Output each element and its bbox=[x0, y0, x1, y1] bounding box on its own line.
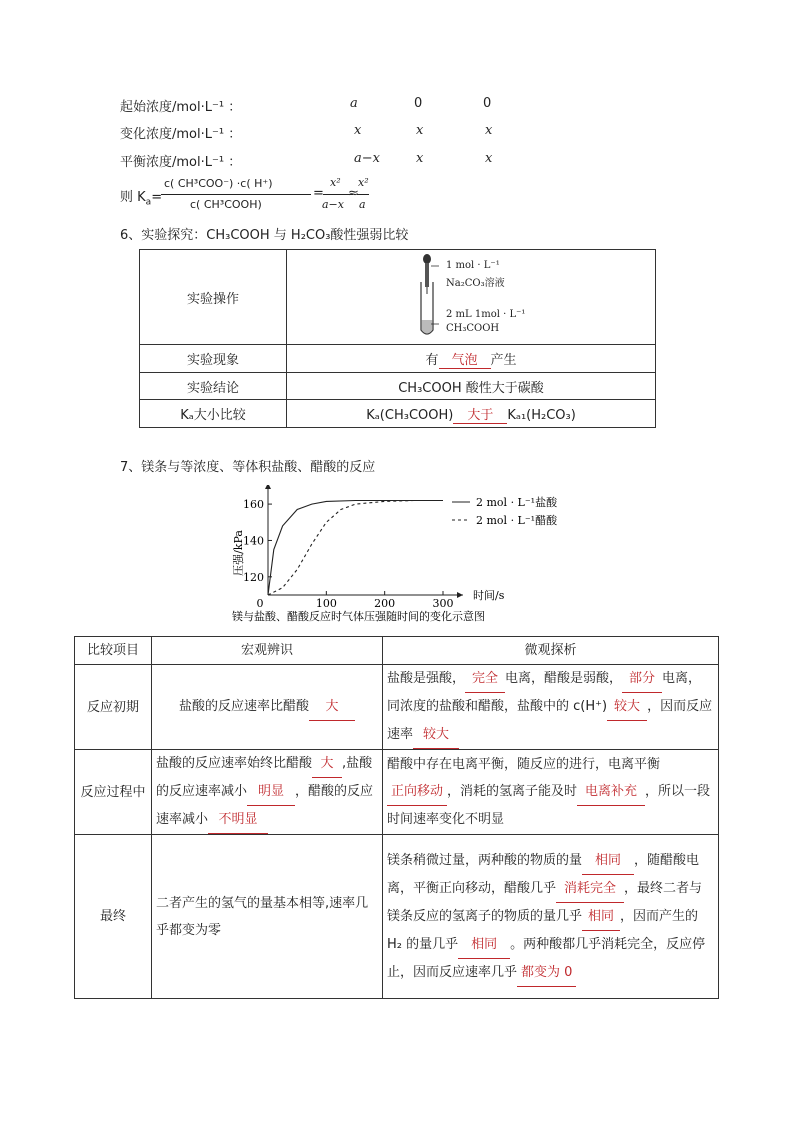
answer-blank: 都变为 0 bbox=[517, 959, 576, 987]
answer-blank: 相同 bbox=[582, 903, 620, 931]
y-tick-label: 120 bbox=[243, 570, 264, 584]
table-row bbox=[140, 373, 656, 400]
item-cell: 最终 bbox=[75, 835, 152, 999]
row-label: 实验操作 bbox=[140, 250, 287, 345]
text: Kₐ₁(H₂CO₃) bbox=[507, 407, 576, 423]
ice-value: x bbox=[485, 151, 493, 166]
formula-approx: ≈ bbox=[348, 186, 359, 201]
table-row bbox=[75, 835, 719, 999]
y-axis-label: 压强/kPa bbox=[232, 530, 245, 576]
text: 产生 bbox=[490, 352, 517, 368]
y-tick-label: 140 bbox=[243, 534, 264, 548]
x-tick-label: 200 bbox=[374, 597, 396, 610]
apparatus-label: 2 mL 1mol · L⁻¹ bbox=[446, 309, 526, 320]
chart-svg bbox=[230, 485, 570, 625]
table-header-row bbox=[75, 637, 719, 665]
text: 。两种酸都几乎消耗完全，反应停止，因而反应速率几乎 bbox=[387, 936, 706, 980]
answer-blank: 部分 bbox=[622, 665, 662, 693]
y-axis-arrow bbox=[265, 485, 271, 489]
text: ，最终二者与镁条反应的氢离子的物质的量几乎 bbox=[387, 880, 703, 924]
micro-cell bbox=[383, 835, 719, 999]
answer-blank: 正向移动 bbox=[387, 778, 447, 806]
answer-blank: 大于 bbox=[453, 404, 507, 424]
answer-blank: 明显 bbox=[247, 778, 295, 806]
row-label: Kₐ大小比较 bbox=[140, 400, 287, 428]
text: 镁条稍微过量，两种酸的物质的量 bbox=[387, 852, 583, 868]
series-line bbox=[268, 501, 443, 596]
ice-value: 0 bbox=[414, 96, 423, 111]
formula-eq: = bbox=[151, 190, 163, 205]
row-value bbox=[287, 400, 656, 428]
row-label: 实验现象 bbox=[140, 345, 287, 373]
ice-row-label: 平衡浓度/mol·L⁻¹ ： bbox=[120, 155, 242, 170]
text: ，消耗的氢离子能及时 bbox=[447, 784, 578, 799]
ice-row-label: 变化浓度/mol·L⁻¹ ： bbox=[120, 127, 242, 142]
row-label: 实验结论 bbox=[140, 373, 287, 400]
apparatus-cell bbox=[287, 250, 656, 345]
fraction-bar bbox=[357, 194, 369, 195]
x-tick-label: 0 bbox=[256, 597, 264, 610]
text: ，醋酸的反应速率减小 bbox=[156, 784, 374, 827]
text: 盐酸的反应速率比醋酸 bbox=[178, 699, 309, 714]
fraction-bar bbox=[161, 194, 311, 195]
item-cell: 反应初期 bbox=[75, 665, 152, 750]
ice-value: x bbox=[416, 151, 424, 166]
row-value bbox=[287, 345, 656, 373]
macro-cell bbox=[152, 665, 383, 750]
x-tick-label: 300 bbox=[432, 597, 454, 610]
text: Kₐ(CH₃COOH) bbox=[366, 407, 454, 423]
answer-blank: 大 bbox=[312, 750, 342, 778]
series-line bbox=[268, 501, 443, 596]
text: 电离，醋酸是弱酸， bbox=[505, 671, 623, 686]
x-tick-label: 100 bbox=[315, 597, 337, 610]
ice-value: x bbox=[485, 123, 493, 138]
table-row bbox=[140, 400, 656, 428]
apparatus-label: Na₂CO₃溶液 bbox=[446, 278, 505, 289]
ice-value: a−x bbox=[354, 151, 380, 166]
text: 有 bbox=[425, 352, 439, 368]
section6-heading: 6、实验探究：CH₃COOH 与 H₂CO₃酸性强弱比较 bbox=[120, 228, 409, 243]
table-row bbox=[75, 750, 719, 835]
formula-den2: a−x bbox=[322, 198, 344, 211]
answer-blank: 大 bbox=[309, 693, 355, 721]
ice-row-label: 起始浓度/mol·L⁻¹ ： bbox=[120, 100, 242, 115]
table-row bbox=[75, 665, 719, 750]
answer-blank: 较大 bbox=[607, 693, 647, 721]
header-cell: 比较项目 bbox=[75, 637, 152, 665]
macro-cell bbox=[152, 750, 383, 835]
answer-blank: 电离补充 bbox=[577, 778, 645, 806]
legend-label: 2 mol · L⁻¹盐酸 bbox=[476, 496, 558, 509]
micro-cell bbox=[383, 665, 719, 750]
text: ，随醋酸电离，平衡正向移动，醋酸几乎 bbox=[387, 852, 700, 896]
micro-cell bbox=[383, 750, 719, 835]
table-row bbox=[140, 250, 656, 345]
text: ,盐酸的反应速率减小 bbox=[156, 756, 373, 799]
ice-value: 0 bbox=[483, 96, 492, 111]
answer-blank: 消耗完全 bbox=[556, 875, 624, 903]
text: 醋酸中存在电离平衡，随反应的进行，电离平衡 bbox=[387, 757, 661, 772]
answer-blank: 完全 bbox=[465, 665, 505, 693]
item-cell: 反应过程中 bbox=[75, 750, 152, 835]
y-tick-label: 160 bbox=[243, 498, 264, 512]
formula-prefix: 则 K bbox=[120, 190, 146, 205]
header-cell: 宏观辨识 bbox=[152, 637, 383, 665]
answer-blank: 气泡 bbox=[439, 349, 491, 369]
pressure-chart bbox=[230, 485, 570, 625]
ice-value: x bbox=[416, 123, 424, 138]
section7-heading: 7、镁条与等浓度、等体积盐酸、醋酸的反应 bbox=[120, 460, 376, 475]
comparison-table bbox=[74, 636, 719, 999]
table-row bbox=[140, 345, 656, 373]
answer-blank: 不明显 bbox=[208, 806, 268, 834]
text: 盐酸的反应速率始终比醋酸 bbox=[156, 756, 313, 771]
text: 盐酸是强酸， bbox=[387, 671, 466, 686]
chart-title: 镁与盐酸、醋酸反应时气体压强随时间的变化示意图 bbox=[232, 610, 485, 623]
text: 电离，同浓度的盐酸和醋酸，盐酸中的 c(H⁺) bbox=[387, 671, 702, 714]
row-value: CH₃COOH 酸性大于碳酸 bbox=[287, 373, 656, 400]
answer-blank: 较大 bbox=[413, 721, 459, 749]
macro-cell: 二者产生的氢气的量基本相等,速率几乎都变为零 bbox=[152, 835, 383, 999]
apparatus-label: 1 mol · L⁻¹ bbox=[446, 260, 500, 271]
x-axis-arrow bbox=[457, 592, 463, 598]
answer-blank: 相同 bbox=[458, 931, 510, 959]
formula-sub: a bbox=[145, 197, 152, 208]
formula-eq2: = bbox=[313, 186, 324, 201]
formula-num2: x² bbox=[330, 176, 341, 189]
answer-blank: 相同 bbox=[582, 847, 634, 875]
x-axis-label: 时间/s bbox=[473, 589, 505, 602]
apparatus-label: CH₃COOH bbox=[446, 323, 500, 334]
formula-denominator: c( CH³COOH) bbox=[190, 198, 262, 211]
experiment-table bbox=[139, 249, 656, 428]
formula-numerator: c( CH³COO⁻) ·c( H⁺) bbox=[164, 177, 273, 190]
formula-den3: a bbox=[359, 198, 366, 211]
ice-value: a bbox=[350, 96, 358, 111]
ice-value: x bbox=[354, 123, 362, 138]
legend-label: 2 mol · L⁻¹醋酸 bbox=[476, 514, 558, 527]
text: ，因而产生的 H₂ 的量几乎 bbox=[387, 908, 699, 952]
text: ，因而反应速率 bbox=[387, 699, 713, 742]
formula-num3: x² bbox=[358, 176, 369, 189]
text: ，所以一段时间速率变化不明显 bbox=[387, 784, 711, 827]
header-cell: 微观探析 bbox=[383, 637, 719, 665]
